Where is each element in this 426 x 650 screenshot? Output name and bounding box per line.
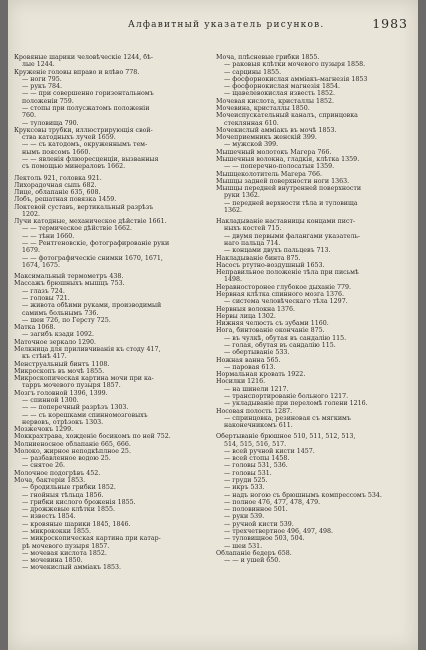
index-entry: — икръ 533. [224, 484, 265, 492]
index-entry: — раковыя клѣтки мочевого пузыря 1858. [224, 61, 366, 69]
index-entry: — сарцины 1855. [224, 68, 282, 76]
index-entry: — известь 1854. [22, 513, 76, 521]
index-entry: — — явленія флюоресценціи, вызванныя [22, 155, 159, 163]
index-entry: — укладываніе при переломѣ голени 1216. [224, 400, 368, 408]
index-entry: — живота обѣими руками, производимый [22, 302, 162, 310]
index-entry: — щавелевокислая известь 1852. [224, 90, 335, 98]
index-entry: нымъ поясомъ 1660. [22, 148, 91, 156]
index-entry: 1202. [22, 210, 41, 218]
index-entry: рѣ мочевого пузыря 1857. [22, 542, 110, 550]
index-entry: — — поперечный разрѣзъ 1303. [22, 404, 129, 412]
index-entry: Нога, бинтованіе окончаніе 875. [216, 327, 325, 335]
index-entry: Моча, бактеріи 1853. [14, 477, 86, 485]
index-entry: — въ чулкѣ, обутая въ сандалію 115. [224, 334, 347, 342]
index-entry: Максимальный термометръ 438. [14, 273, 124, 281]
index-entry: Мелкница для приливчиванія къ стоду 417, [14, 345, 161, 353]
index-entry: положеніи 759. [22, 97, 74, 105]
book-page [8, 0, 418, 650]
index-entry: Неправильное положеніе тѣла при письмѣ [216, 269, 359, 277]
index-entry: — головы 531. [224, 469, 272, 477]
index-entry: Мышцы передней внутренней поверхности [216, 185, 362, 193]
index-entry: Накладываніе наставницы концами пист- [216, 218, 356, 226]
index-entry: Мочеиспускательный каналъ, спринцовка [216, 112, 358, 120]
index-entry: — ноги 795. [22, 75, 62, 83]
index-entry: Мозгъ головной 1396, 1399. [14, 389, 108, 397]
index-entry: руки 1362. [224, 192, 260, 200]
index-entry: самимъ больнымъ 736. [22, 309, 99, 317]
index-entry: — двумя первыми фалангами указатель- [224, 232, 361, 240]
index-entry: — мочевина 1850. [22, 557, 83, 565]
index-entry: — надъ ногою съ брюшнымъ компрессомъ 534. [224, 491, 382, 499]
index-entry: Лектоль 921, головка 921. [14, 174, 102, 182]
index-entry: — транспортированіе больного 1217. [224, 392, 349, 400]
index-entry: Носовая полость 1287. [216, 407, 293, 415]
index-entry: Круксовы трубки, иллюстрирующія свой- [14, 126, 153, 134]
index-entry: 1498. [224, 276, 243, 284]
index-entry: Мочекислый аммiакъ въ мочѣ 1853. [216, 126, 337, 134]
index-entry: — загибъ кзади 1092. [22, 331, 95, 339]
index-entry: Неравносторонее глубокое дыханіе 779. [216, 283, 352, 291]
page-number: 1983 [372, 16, 408, 31]
index-entry: — — термическое дѣйствіе 1662. [22, 225, 132, 233]
index-entry: 514, 515, 516, 517. [224, 440, 287, 448]
index-entry: стеклянная 610. [224, 119, 279, 127]
index-entry: Молочное подогрѣвъ 452. [14, 469, 101, 477]
index-entry: — трехчетвертное 496, 497, 498. [224, 528, 334, 535]
index-entry: — система человѣческаго тѣла 1297. [224, 298, 348, 306]
index-entry: — головы 721. [22, 295, 70, 302]
index-entry: Облапаніе бедеръ 658. [216, 549, 292, 557]
index-entry: — глазъ 724. [22, 287, 65, 295]
index-entry: Мочевая кислота, кристаллы 1852. [216, 97, 335, 105]
index-entry: — спинной 1300. [22, 396, 79, 404]
index-entry: ныхъ костей 715. [224, 225, 282, 233]
index-entry: — — при совершенно горизонтальномъ [22, 90, 154, 98]
index-entry: Мышечный молотокъ Магера 766. [216, 148, 332, 156]
index-entry: тарръ мочевого пузыря 1857. [22, 382, 121, 390]
index-entry: Кровяные шарики человѣческіе 1244, бѣ- [14, 54, 153, 61]
index-entry: Моккрахтрава, хожденіе босикомъ по ней 752. [14, 433, 171, 441]
index-entry: Нижняя челюсть съ зубами 1160. [216, 320, 329, 328]
index-entry: наго пальца 714. [224, 240, 281, 248]
index-entry: къ стѣнѣ 417. [22, 353, 67, 361]
index-entry: наконечникомъ 611. [224, 422, 293, 430]
index-entry: Круженіе головы вправо и влѣво 778. [14, 68, 140, 76]
index-entry: — мужской 399. [224, 141, 279, 149]
index-entry: Накладываніе бинта 875. [216, 254, 301, 262]
index-entry: — микроскопическая картина при катар- [22, 535, 161, 543]
index-entry: Молниеносное облапаніе 665, 666. [14, 440, 131, 448]
index-entry: Маточное зеркало 1290. [14, 338, 97, 346]
index-entry: Лучи катодные, механическое дѣйствіе 1661. [14, 218, 167, 226]
index-entry: Микроскопъ въ мочѣ 1855. [14, 367, 105, 375]
index-entry: — ручной кисти 539. [224, 520, 294, 528]
index-entry: — — съ корешками спинномозговыхъ [22, 411, 148, 419]
index-entry: Насосъ ртутно-воздушный 1653. [216, 261, 325, 269]
index-entry: — — фотографическіе снимки 1670, 1671, [22, 254, 163, 262]
index-entry: — снятое 26. [22, 462, 66, 470]
index-entry: — — съ катодомъ, окруженнымъ тем- [22, 141, 148, 149]
index-entry: Локтевой суставъ, вертикальный разрѣзъ [14, 203, 154, 211]
index-entry: Нервныя волокна 1376. [216, 305, 296, 313]
index-entry: нервовъ, отрѣзокъ 1303. [22, 418, 104, 426]
index-entry: — дрожжевые клѣтки 1855. [22, 506, 115, 514]
index-entry: Нервная клѣтка спинного мозга 1376. [216, 291, 345, 298]
index-entry: съ помощью минераловъ 1662. [22, 163, 126, 171]
index-entry: Мочевина, кристаллы 1850. [216, 104, 310, 112]
index-column-left [14, 54, 210, 572]
index-entry: Лихорадочная сыпь 682. [14, 181, 97, 189]
index-entry: — мочевая кислота 1852. [22, 549, 107, 557]
index-entry: Мышечныя волокна, гладкія, клѣтка 1359. [216, 155, 360, 163]
index-entry: Менструальный бинтъ 1108. [14, 360, 110, 368]
index-entry: Мочеприемникъ женскій 399. [216, 134, 317, 142]
index-entry: — стопы при полусжатомъ положеніи [22, 104, 150, 112]
index-entry: Ножная ванна 565. [216, 356, 281, 364]
index-entry: — туловища 790. [22, 119, 79, 127]
index-entry: — туловищное 503, 504. [224, 535, 305, 543]
index-entry: — концами двухъ пальцевъ 713. [224, 247, 331, 255]
index-entry: лые 1244. [22, 61, 55, 69]
page-header [8, 12, 418, 40]
index-entry: Массажъ брюшныхъ мышцъ 753. [14, 280, 125, 288]
index-entry: — передней верхности тѣла и туловища [224, 199, 358, 207]
index-entry: — бродильные грибки 1852. [22, 484, 116, 492]
index-entry: — — Рентгеновскіе, фотографированіе руки [22, 240, 170, 248]
index-entry: — — поперечно-полосатыя 1359. [224, 163, 335, 171]
index-entry: 1362. [224, 206, 243, 214]
index-entry: Носилки 1216. [216, 378, 266, 386]
index-entry: 1674, 1675. [22, 261, 61, 269]
index-entry: Нервы лица 1302. [216, 312, 276, 320]
index-entry: Нормальная кровать 1922. [216, 371, 306, 379]
index-entry: Мышцы задней поверхности ноги 1363. [216, 177, 350, 185]
index-entry: Моча, плѣсневые грибки 1855. [216, 54, 320, 61]
index-entry: — кровяные шарики 1845, 1846. [22, 520, 131, 528]
index-entry: Обертываніе брюшное 510, 511, 512, 513, [216, 433, 356, 441]
index-entry: 760. [22, 112, 37, 120]
index-entry: Микроскопическая картина мочи при ка- [14, 375, 154, 383]
index-entry: — грибки кислого броженія 1855. [22, 498, 136, 506]
index-entry: — груди 525. [224, 477, 268, 485]
index-entry: — — и ушей 650. [224, 557, 281, 565]
index-column-right [216, 54, 412, 564]
index-entry: Лице, облапаніе 635, 608. [14, 189, 101, 197]
index-entry: — разбавленное водою 25. [22, 455, 111, 463]
index-entry: — на шинели 1217. [224, 385, 289, 393]
index-entry: — шеи 531. [224, 542, 263, 550]
index-entry: — обертываніе 533. [224, 349, 290, 357]
index-entry: — руки 539. [224, 513, 265, 521]
index-entry: — половинное 501. [224, 506, 288, 514]
index-entry: — всей стопы 1458. [224, 455, 290, 463]
index-entry: — полное 476, 477, 478, 479. [224, 498, 321, 506]
index-entry: Мозжечокъ 1299. [14, 426, 74, 434]
index-entry: — гнойныя тѣльца 1856. [22, 491, 104, 499]
index-entry: — спринцовка, резиновая съ мягкимъ [224, 414, 351, 422]
index-entry: — шеи 726, по Герсту 725. [22, 316, 111, 324]
index-entry: Мышцеколотитель Магера 766. [216, 170, 322, 178]
running-title: Алфавитный указатель рисунков. [128, 20, 325, 30]
index-entry: — мочекислый аммiакъ 1853. [22, 564, 122, 572]
index-entry: — микрококки 1855. [22, 528, 91, 535]
index-entry: 1679. [22, 247, 41, 255]
index-entry: — рукъ 784. [22, 83, 62, 91]
index-entry: — всей ручной кисти 1457. [224, 447, 315, 455]
index-entry: — фосфорнокислая магнезія 1854. [224, 83, 340, 91]
index-entry: — — тѣни 1660. [22, 232, 75, 240]
index-entry: Матка 1068. [14, 324, 56, 332]
index-entry: Молоко, жирное неподкѣплное 25. [14, 447, 131, 455]
index-entry: — фосфорнокислая аммiакъ-магнезія 1853 [224, 75, 368, 83]
index-entry: — голая, обутая въ сандалію 115. [224, 341, 336, 349]
index-entry: — паровая 613. [224, 363, 276, 371]
index-entry: Лобъ, решатная повязка 1459. [14, 196, 117, 204]
index-entry: — головы 531, 536. [224, 462, 288, 470]
index-entry: ства катодныхъ лучей 1659. [22, 134, 116, 142]
